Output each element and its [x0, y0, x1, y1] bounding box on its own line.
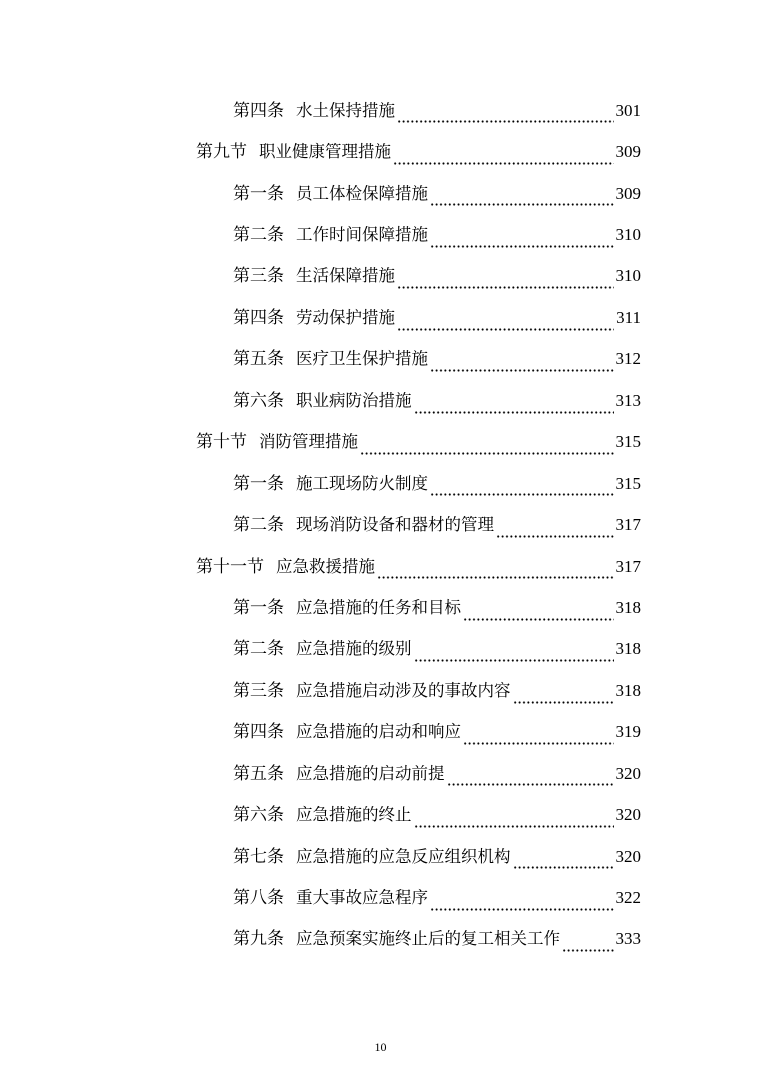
toc-entry	[0, 836, 761, 877]
toc-entry-title: 水土保持措施	[296, 100, 395, 120]
toc-entry-page: 301	[615, 100, 641, 120]
toc-entry-title: 消防管理措施	[259, 432, 358, 452]
toc-entry	[0, 214, 761, 255]
toc-leader-dots	[397, 269, 614, 289]
toc-entry-page: 333	[615, 929, 641, 949]
toc-entry-number: 第十一节	[196, 556, 264, 577]
toc-leader-dots	[513, 849, 614, 869]
toc-entry	[0, 546, 761, 587]
toc-entry-title: 员工体检保障措施	[296, 183, 428, 203]
toc-entry	[0, 297, 761, 338]
toc-leader-dots	[430, 228, 614, 248]
toc-entry-title: 职业病防治措施	[296, 390, 412, 410]
toc-entry-page: 317	[615, 515, 641, 535]
toc-entry	[0, 919, 761, 960]
toc-entry-number: 第五条	[233, 763, 284, 784]
toc-leader-dots	[397, 311, 614, 331]
toc-entry-page: 322	[615, 888, 641, 908]
toc-entry-number: 第一条	[233, 183, 284, 204]
toc-entry-title: 施工现场防火制度	[296, 473, 428, 493]
toc-entry	[0, 463, 761, 504]
toc-entry-number: 第三条	[233, 266, 284, 287]
toc-entry-number: 第二条	[233, 515, 284, 536]
toc-leader-dots	[513, 684, 614, 704]
toc-entry-page: 315	[615, 473, 641, 493]
toc-leader-dots	[397, 103, 614, 123]
toc-entry-title: 现场消防设备和器材的管理	[296, 515, 494, 535]
toc-leader-dots	[463, 601, 614, 621]
toc-entry	[0, 504, 761, 545]
toc-leader-dots	[360, 435, 614, 455]
toc-entry-number: 第四条	[233, 307, 284, 328]
toc-leader-dots	[377, 559, 614, 579]
toc-entry-number: 第九节	[196, 142, 247, 163]
toc-entry-number: 第四条	[233, 100, 284, 121]
toc-entry	[0, 712, 761, 753]
toc-entry-number: 第二条	[233, 639, 284, 660]
toc-leader-dots	[393, 145, 614, 165]
toc-entry-title: 应急措施的启动前提	[296, 763, 445, 783]
toc-entry	[0, 339, 761, 380]
toc-entry-number: 第八条	[233, 888, 284, 909]
toc-entry-page: 313	[615, 390, 641, 410]
toc-entry-page: 318	[615, 680, 641, 700]
toc-entry-number: 第九条	[233, 929, 284, 950]
toc-leader-dots	[430, 186, 614, 206]
toc-entry-title: 应急措施的任务和目标	[296, 597, 461, 617]
toc-entry	[0, 587, 761, 628]
toc-leader-dots	[430, 476, 614, 496]
toc-leader-dots	[414, 394, 614, 414]
toc-entry	[0, 670, 761, 711]
toc-entry-page: 320	[615, 846, 641, 866]
toc-entry-title: 应急措施启动涉及的事故内容	[296, 680, 511, 700]
toc-entry-title: 医疗卫生保护措施	[296, 349, 428, 369]
toc-entry-page: 310	[615, 225, 641, 245]
toc-entry-title: 应急措施的启动和响应	[296, 722, 461, 742]
toc-entry-number: 第三条	[233, 680, 284, 701]
toc-leader-dots	[430, 891, 614, 911]
toc-entry-number: 第二条	[233, 225, 284, 246]
toc-leader-dots	[447, 766, 614, 786]
toc-entry-number: 第一条	[233, 597, 284, 618]
toc-entry	[0, 131, 761, 172]
toc-entry-page: 310	[615, 266, 641, 286]
toc-entry-page: 312	[615, 349, 641, 369]
toc-entry-title: 应急措施的应急反应组织机构	[296, 846, 511, 866]
toc-entry-number: 第十节	[196, 432, 247, 453]
toc-entry	[0, 794, 761, 835]
toc-entry	[0, 753, 761, 794]
table-of-contents	[0, 90, 761, 960]
toc-entry	[0, 173, 761, 214]
toc-entry-page: 315	[615, 432, 641, 452]
page-number: 10	[374, 1040, 387, 1054]
toc-entry-number: 第七条	[233, 846, 284, 867]
toc-entry-page: 319	[615, 722, 641, 742]
toc-entry-page: 309	[615, 183, 641, 203]
toc-entry-title: 应急救援措施	[276, 556, 375, 576]
toc-leader-dots	[463, 725, 614, 745]
toc-leader-dots	[496, 518, 614, 538]
toc-entry-page: 317	[615, 556, 641, 576]
toc-entry-title: 生活保障措施	[296, 266, 395, 286]
toc-leader-dots	[414, 642, 614, 662]
toc-entry	[0, 90, 761, 131]
toc-entry-page: 311	[616, 307, 641, 327]
toc-entry-title: 重大事故应急程序	[296, 888, 428, 908]
toc-entry-title: 劳动保护措施	[296, 307, 395, 327]
toc-entry-page: 318	[615, 597, 641, 617]
toc-entry-page: 309	[615, 142, 641, 162]
toc-entry-title: 应急措施的终止	[296, 805, 412, 825]
toc-entry-page: 320	[615, 805, 641, 825]
toc-leader-dots	[414, 808, 614, 828]
toc-entry	[0, 422, 761, 463]
toc-entry-number: 第五条	[233, 349, 284, 370]
toc-leader-dots	[562, 932, 614, 952]
toc-entry-page: 320	[615, 763, 641, 783]
toc-entry	[0, 877, 761, 918]
toc-entry-number: 第六条	[233, 390, 284, 411]
toc-entry-title: 应急预案实施终止后的复工相关工作	[296, 929, 560, 949]
toc-entry-title: 工作时间保障措施	[296, 225, 428, 245]
toc-entry	[0, 380, 761, 421]
toc-entry	[0, 629, 761, 670]
toc-entry-number: 第一条	[233, 473, 284, 494]
toc-entry	[0, 256, 761, 297]
toc-entry-page: 318	[615, 639, 641, 659]
toc-entry-number: 第六条	[233, 805, 284, 826]
toc-entry-title: 职业健康管理措施	[259, 142, 391, 162]
toc-entry-number: 第四条	[233, 722, 284, 743]
toc-leader-dots	[430, 352, 614, 372]
toc-entry-title: 应急措施的级别	[296, 639, 412, 659]
